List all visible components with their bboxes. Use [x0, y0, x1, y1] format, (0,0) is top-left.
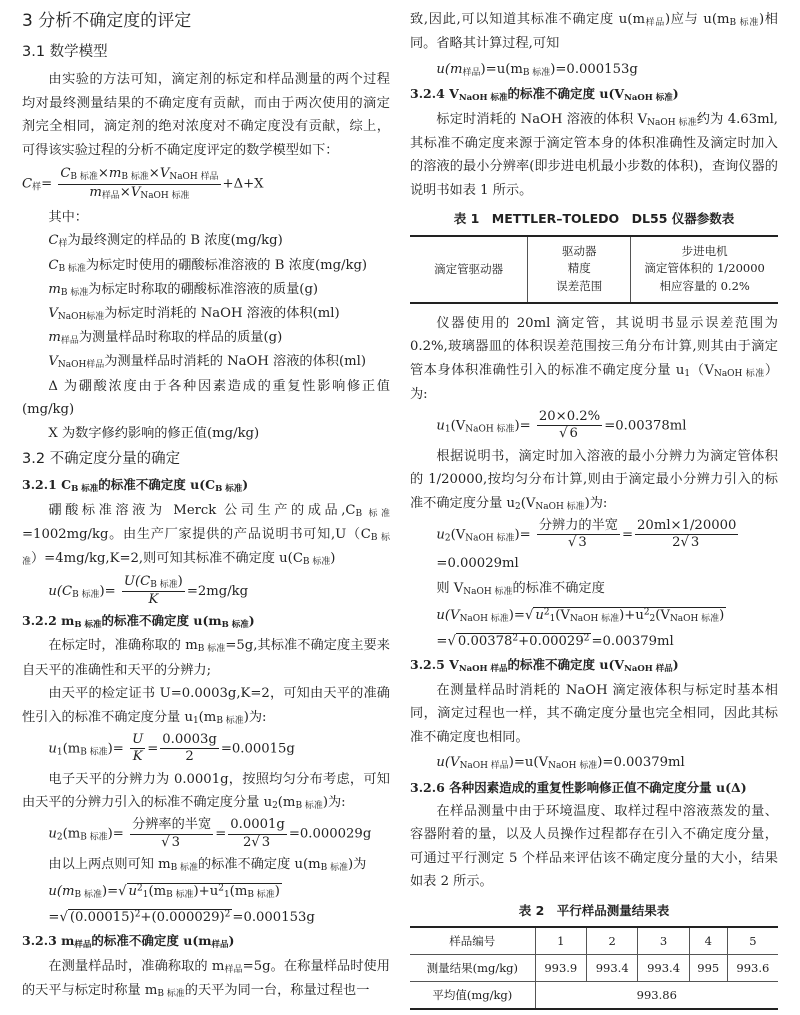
formula-u-v-value: =√ $0.00378^2+0.00029^2 =0.00379ml$	[436, 633, 674, 649]
definitions-list	[22, 229, 390, 445]
table-cell: 993.4	[638, 955, 689, 982]
table-cell: 993.86	[535, 982, 778, 1010]
formula-u-cb: u(CB 标准)= $\frac{\text{U(CB 标准)}}{K}$ =2mg/kg	[48, 573, 249, 608]
table-cell: 993.6	[727, 955, 778, 982]
formula-u1-mb: u1(mB 标准)= $\frac{U}{K}$ = $\frac{0.0003g}{2}$ =0.00015g	[48, 731, 295, 765]
formula-u-m-sample: u(m样品)=u(mB 标准)=0.000153g	[436, 61, 638, 78]
table-row	[410, 927, 778, 955]
s324-paragraph-1: 标定时消耗的 NaOH 溶液的体积 VNaOH 标准约为 4.63ml,其标准不确定度来源于滴定管本身的体积准确性及滴定时加入的溶液的最小分辨率(即步进电机最小步数的体积)，查询仪器的说明书如表 1 所示。	[410, 111, 778, 198]
table-1	[410, 235, 778, 304]
table-cell: 驱动器 精度 误差范围	[528, 236, 631, 303]
s322-paragraph-1: 在标定时，准确称取的 mB 标准=5g,其标准不确定度主要来自天平的准确性和天平的分辨力;	[22, 638, 390, 678]
subsection-3-2-title: 3.2 不确定度分量的确定	[22, 451, 181, 468]
s323-paragraph: 在测量样品时，准确称取的 m样品=5g。在称量样品时使用的天平与标定时称量 mB 标准的天平为同一台，称量过程也一	[22, 958, 390, 1000]
table-row	[410, 955, 778, 982]
s323-paragraph-continued: 致,因此,可以知道其标准不确定度 u(m样品)应与 u(mB 标准)相同。省略其计算过程,可知	[410, 12, 778, 52]
definition-item: mB 标准为标定时称取的硼酸标准溶液的质量(g)	[48, 281, 319, 299]
heading-3-2-5: 3.2.5 VNaOH 样品的标准不确定度 u(VNaOH 样品)	[410, 657, 679, 675]
table-cell: 步进电机 滴定管体积的 1/20000 相应容量的 0.2%	[644, 243, 765, 294]
table-cell: 993.4	[587, 955, 638, 982]
subsection-3-1-title: 3.1 数学模型	[22, 43, 108, 60]
formula-u-mb: u(mB 标准)=√ $u^21(mB$ 标准)$+u^21(mB$ 标准)	[48, 883, 280, 900]
model-formula: C样= $\frac{\text{CB 标准×mB 标准×VNaOH 样品}}{\text{m样品×VNaOH 标准}}$ +Δ+X	[22, 166, 264, 201]
definition-item: VNaOH样品为测量样品时消耗的 NaOH 溶液的体积(ml)	[48, 354, 366, 371]
table-2-title: 表 2 平行样品测量结果表	[518, 902, 670, 918]
table-header-cell: 5	[727, 927, 778, 955]
heading-3-2-4: 3.2.4 VNaOH 标准的标准不确定度 u(VNaOH 标准)	[410, 85, 679, 103]
s324-paragraph-3: 根据说明书，滴定时加入溶液的最小分辨力为滴定管体积的 1/20000,按均匀分布计算,则由于滴定最小分辨力引入的标准不确定度分量 u2(VNaOH 标准)为:	[410, 448, 778, 512]
table-row	[410, 236, 778, 303]
s324-paragraph-4: 则 VNaOH 标准的标准不确定度	[436, 581, 605, 598]
left-column	[22, 8, 390, 1003]
table-cell: 滴定管驱动器	[410, 236, 528, 303]
s322-paragraph-4: 由以上两点则可知 mB 标准的标准不确定度 u(mB 标准)为	[48, 857, 367, 874]
formula-u-v-sample: u(VNaOH 样品)=u(VNaOH 标准)=0.00379ml	[436, 755, 685, 772]
table-2	[410, 926, 778, 1010]
table-header-cell: 样品编号	[410, 927, 535, 955]
section-title: 3 分析不确定度的评定	[22, 11, 192, 31]
s324-paragraph-2: 仪器使用的 20ml 滴定管，其说明书显示误差范围为 0.2%,玻璃器皿的体积误差范围按三角分布计算,则其由于滴定管本身体积准确性引入的标准不确定度分量 u1（VNaOH 标准）为:	[410, 315, 778, 403]
table-row	[410, 982, 778, 1010]
table-header-cell: 1	[535, 927, 586, 955]
formula-u1-v: u1(VNaOH 标准)= $\frac{20\times 0.2\%}{√ 6}$ =0.00378ml	[436, 408, 687, 442]
s322-paragraph-3: 电子天平的分辨力为 0.0001g，按照均匀分布考虑，可知由天平的分辨力引入的标准不确定度分量 u2(mB 标准)为:	[22, 771, 390, 812]
table-header-cell: 3	[638, 927, 689, 955]
formula-u2-mb: u2(mB 标准)= $\frac{\text{分辨率的半宽}}{√ 3}$ = $\frac{0.0001g}{2√ 3}$ =0.000029g	[48, 817, 372, 850]
where-label: 其中：	[48, 209, 88, 225]
heading-3-2-6: 3.2.6 各种因素造成的重复性影响修正值不确定度分量 u(Δ)	[410, 779, 747, 795]
s325-paragraph: 在测量样品时消耗的 NaOH 滴定液体积与标定时基本相同，滴定过程也一样，其不确定度分量也完全相同，因此其标准不确定度也相同。	[410, 682, 778, 745]
heading-3-2-3: 3.2.3 m样品的标准不确定度 u(m样品)	[22, 933, 235, 951]
s322-paragraph-2: 由天平的检定证书 U=0.0003g,K=2，可知由天平的准确性引入的标准不确定度分量 u1(mB 标准)为:	[22, 686, 390, 726]
table-cell: 测量结果(mg/kg)	[410, 955, 535, 982]
definition-x: X 为数字修约影响的修正值(mg/kg)	[48, 425, 260, 441]
heading-3-2-1: 3.2.1 CB 标准的标准不确定度 u(CB 标准)	[22, 477, 249, 495]
right-column	[410, 8, 778, 1010]
s321-paragraph: 硼酸标准溶液为 Merck 公司生产的成品,CB 标准=1002mg/kg。由生产厂家提供的产品说明书可知,U（CB 标准）=4mg/kg,K=2,则可知其标准不确定度 u(CB 标准)	[22, 503, 390, 568]
s326-paragraph: 在样品测量中由于环境温度、取样过程中溶液蒸发的量、容器附着的量，以及人员操作过程都存在引入不确定度分量，可通过平行测定 5 个样品来评估该不确定度分量的大小，结果如表 2 所示。	[410, 803, 778, 890]
heading-3-2-2: 3.2.2 mB 标准的标准不确定度 u(mB 标准)	[22, 612, 255, 630]
definition-item: m样品为测量样品时称取的样品的质量(g)	[48, 330, 283, 347]
definition-item: C样为最终测定的样品的 B 浓度(mg/kg)	[48, 233, 283, 250]
table-1-title: 表 1 METTLER–TOLEDO DL55 仪器参数表	[453, 211, 735, 227]
table-header-cell: 4	[689, 927, 727, 955]
table-cell: 993.9	[535, 955, 586, 982]
table-cell: 995	[689, 955, 727, 982]
formula-u-v: u(VNaOH 标准)=√ $u^21(VNaOH$ 标准)$+u^22(VNaOH$ 标准)	[436, 607, 725, 624]
formula-u2-v: u2(VNaOH 标准)= $\frac{\text{分辨力的半宽}}{√ 3}$ = $\frac{20ml\times 1/20000}{2√ 3}$ =0.00029ml	[436, 517, 737, 571]
definition-item: CB 标准为标定时使用的硼酸标准溶液的 B 浓度(mg/kg)	[48, 257, 368, 274]
formula-u-mb-value: =√ $(0.00015)^2+(0.000029)^2 =0.000153g$	[48, 909, 315, 925]
definition-delta: Δ 为硼酸浓度由于各种因素造成的重复性影响修正值(mg/kg)	[22, 378, 390, 418]
table-cell: 平均值(mg/kg)	[410, 982, 535, 1010]
table-header-cell: 2	[587, 927, 638, 955]
definition-item: VNaOH标准为标定时消耗的 NaOH 溶液的体积(ml)	[48, 306, 340, 323]
s31-paragraph: 由实验的方法可知，滴定剂的标定和样品测量的两个过程均对最终测量结果的不确定度有贡献，而由于两次使用的滴定剂完全相同，滴定剂的绝对浓度对不确定度没有贡献，综上，可得该实验过程的分析不确定度评定的数学模型如下：	[22, 72, 390, 158]
